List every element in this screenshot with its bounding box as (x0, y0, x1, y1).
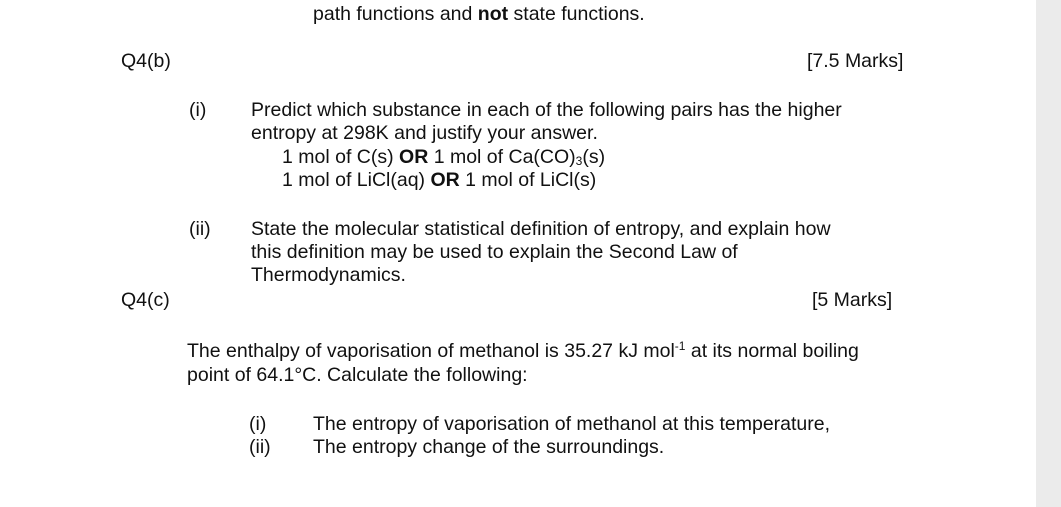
q4c-intro-text-end: at its normal boiling (685, 340, 859, 362)
q4c-intro-text: The enthalpy of vaporisation of methanol is 35.27 kJ mol (187, 340, 675, 362)
part-i-line-1: Predict which substance in each of the following pairs has the higher (251, 99, 842, 121)
question-label-q4c: Q4(c) (121, 289, 170, 311)
part-i-line-2: entropy at 298K and justify your answer. (251, 122, 598, 144)
pair-1-or: OR (399, 146, 429, 168)
part-ii-line-1: State the molecular statistical definition of entropy, and explain how (251, 218, 831, 240)
marks-q4c: [5 Marks] (812, 289, 893, 311)
continuation-line (313, 3, 645, 25)
q4c-item-number: (i) (249, 413, 267, 435)
question-label-q4b: Q4(b) (121, 50, 171, 72)
pair-1-option-b-state: (s) (582, 146, 606, 168)
q4c-item-number: (ii) (249, 436, 271, 458)
marks-q4b: [7.5 Marks] (807, 50, 904, 72)
pair-1-option-b: 1 mol of Ca(CO) (428, 146, 576, 168)
q4c-item-text: The entropy change of the surroundings. (313, 436, 665, 458)
q4c-intro-superscript: -1 (674, 339, 686, 353)
substance-pair-1 (282, 146, 605, 168)
pair-2-option-b: 1 mol of LiCl(s) (459, 169, 597, 191)
continuation-bold: not (477, 3, 509, 25)
q4c-intro-line-1 (187, 340, 859, 362)
continuation-text-end: state functions. (508, 3, 645, 25)
part-ii-line-3: Thermodynamics. (251, 264, 406, 286)
part-number-ii: (ii) (189, 218, 211, 240)
q4c-item-text: The entropy of vaporisation of methanol at this temperature, (313, 413, 831, 435)
pair-2-option-a: 1 mol of LiCl(aq) (282, 169, 431, 191)
pair-1-subscript: 3 (575, 154, 583, 168)
pair-2-or: OR (430, 169, 460, 191)
part-number-i: (i) (189, 99, 207, 121)
q4c-intro-line-2: point of 64.1°C. Calculate the following: (187, 364, 528, 386)
continuation-text: path functions and (313, 3, 478, 25)
pair-1-option-a: 1 mol of C(s) (282, 146, 400, 168)
part-ii-line-2: this definition may be used to explain the Second Law of (251, 241, 738, 263)
substance-pair-2 (282, 169, 596, 191)
